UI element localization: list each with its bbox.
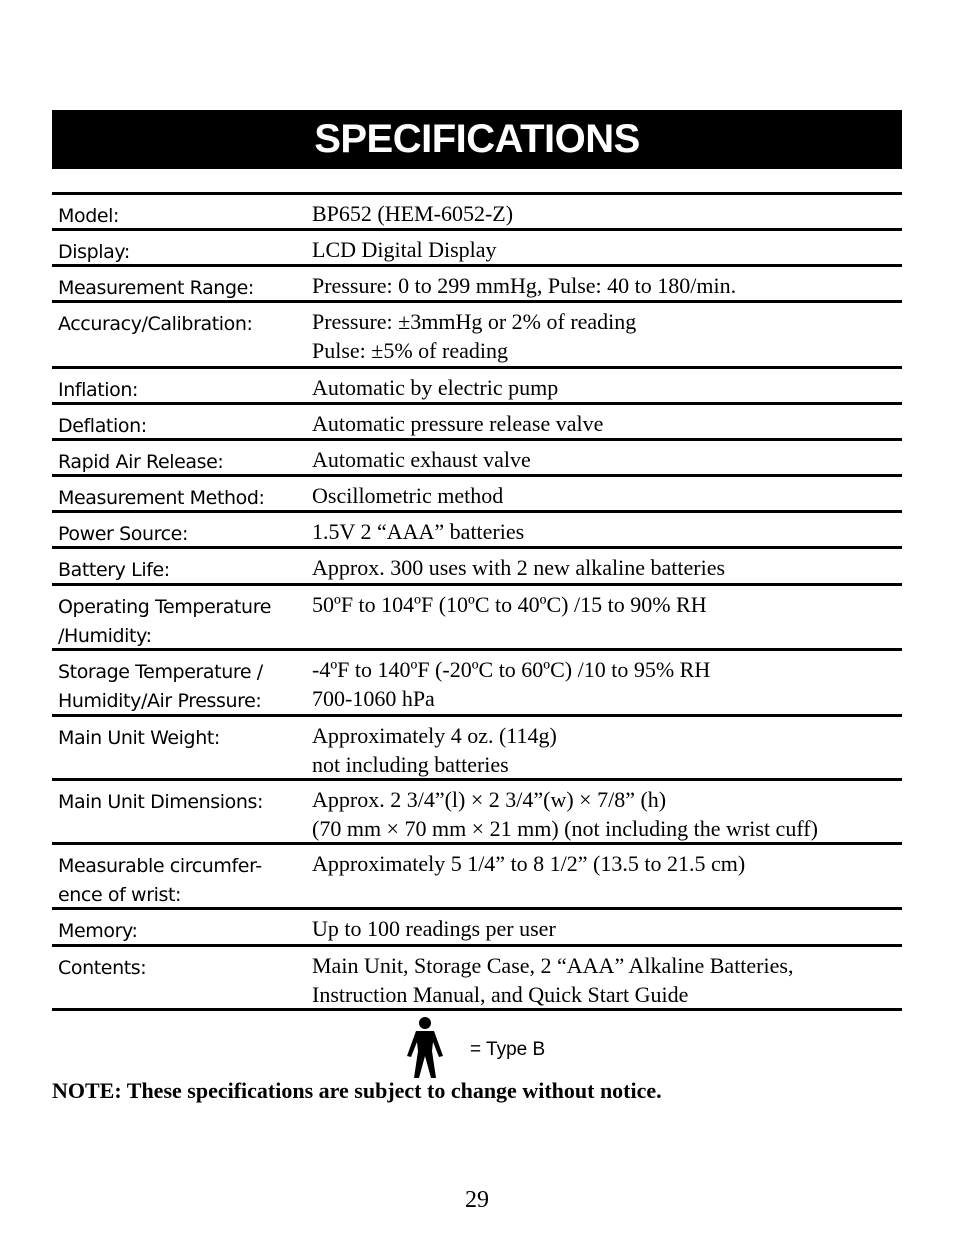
spec-label: Operating Temperature /Humidity: <box>58 596 271 647</box>
spec-value: Approximately 4 oz. (114g) not including batteries <box>312 723 557 777</box>
spec-value: LCD Digital Display <box>312 237 497 262</box>
spec-row <box>52 477 902 513</box>
spec-value: Up to 100 readings per user <box>312 916 556 941</box>
spec-row <box>52 781 902 845</box>
page-number: 29 <box>465 1187 489 1213</box>
spec-label: Measurement Method: <box>58 487 265 509</box>
spec-value: Approximately 5 1/4” to 8 1/2” (13.5 to 21.5 cm) <box>312 851 746 876</box>
spec-row <box>52 549 902 586</box>
spec-label: Inflation: <box>58 379 139 401</box>
type-b-label: = Type B <box>470 1038 546 1060</box>
spec-value: Oscillometric method <box>312 483 504 508</box>
spec-row <box>52 303 902 369</box>
spec-value: Automatic pressure release valve <box>312 411 604 436</box>
spec-value: Approx. 300 uses with 2 new alkaline batteries <box>312 555 726 580</box>
title-banner <box>52 110 902 169</box>
spec-value: Automatic exhaust valve <box>312 447 531 472</box>
notice-text: NOTE: These specifications are subject to change without notice. <box>52 1078 662 1103</box>
spec-value: Approx. 2 3/4”(l) × 2 3/4”(w) × 7/8” (h) (70 mm × 70 mm × 21 mm) (not including the wrist cuff) <box>312 787 818 841</box>
spec-row <box>52 441 902 477</box>
spec-row <box>52 195 902 231</box>
spec-row <box>52 405 902 441</box>
spec-value: 1.5V 2 “AAA” batteries <box>312 519 525 544</box>
spec-row <box>52 513 902 549</box>
page-title: SPECIFICATIONS <box>314 117 640 161</box>
spec-label: Display: <box>58 241 130 263</box>
spec-value: Pressure: 0 to 299 mmHg, Pulse: 40 to 180/min. <box>312 273 737 298</box>
spec-label: Rapid Air Release: <box>58 451 224 473</box>
spec-row <box>52 717 902 781</box>
spec-value: BP652 (HEM-6052-Z) <box>312 201 514 226</box>
spec-label: Accuracy/Calibration: <box>58 313 253 335</box>
spec-label: Contents: <box>58 957 147 979</box>
specifications-table <box>52 192 902 1011</box>
spec-label: Battery Life: <box>58 559 170 581</box>
spec-row <box>52 369 902 405</box>
spec-label: Memory: <box>58 920 138 942</box>
spec-label: Power Source: <box>58 523 188 545</box>
spec-label: Main Unit Weight: <box>58 727 220 749</box>
type-b-legend <box>406 1016 545 1083</box>
type-b-person-icon <box>406 1016 444 1083</box>
spec-label: Measurement Range: <box>58 277 254 299</box>
spec-value: Pressure: ±3mmHg or 2% of reading Pulse: ±5% of reading <box>312 309 637 363</box>
spec-value: 50ºF to 104ºF (10ºC to 40ºC) /15 to 90% RH <box>312 592 707 617</box>
spec-row <box>52 910 902 947</box>
spec-label: Measurable circumfer- ence of wrist: <box>58 855 262 906</box>
spec-row <box>52 231 902 267</box>
spec-label: Main Unit Dimensions: <box>58 791 264 813</box>
spec-row <box>52 651 902 717</box>
spec-label: Model: <box>58 205 120 227</box>
spec-value: -4ºF to 140ºF (-20ºC to 60ºC) /10 to 95% RH 700-1060 hPa <box>312 657 711 711</box>
spec-row <box>52 586 902 651</box>
spec-value: Automatic by electric pump <box>312 375 559 400</box>
spec-label: Storage Temperature / Humidity/Air Pressure: <box>58 661 263 712</box>
spec-row <box>52 267 902 303</box>
spec-row <box>52 845 902 910</box>
spec-row <box>52 947 902 1011</box>
spec-label: Deflation: <box>58 415 147 437</box>
spec-value: Main Unit, Storage Case, 2 “AAA” Alkaline Batteries, Instruction Manual, and Quick Start Guide <box>312 953 794 1007</box>
